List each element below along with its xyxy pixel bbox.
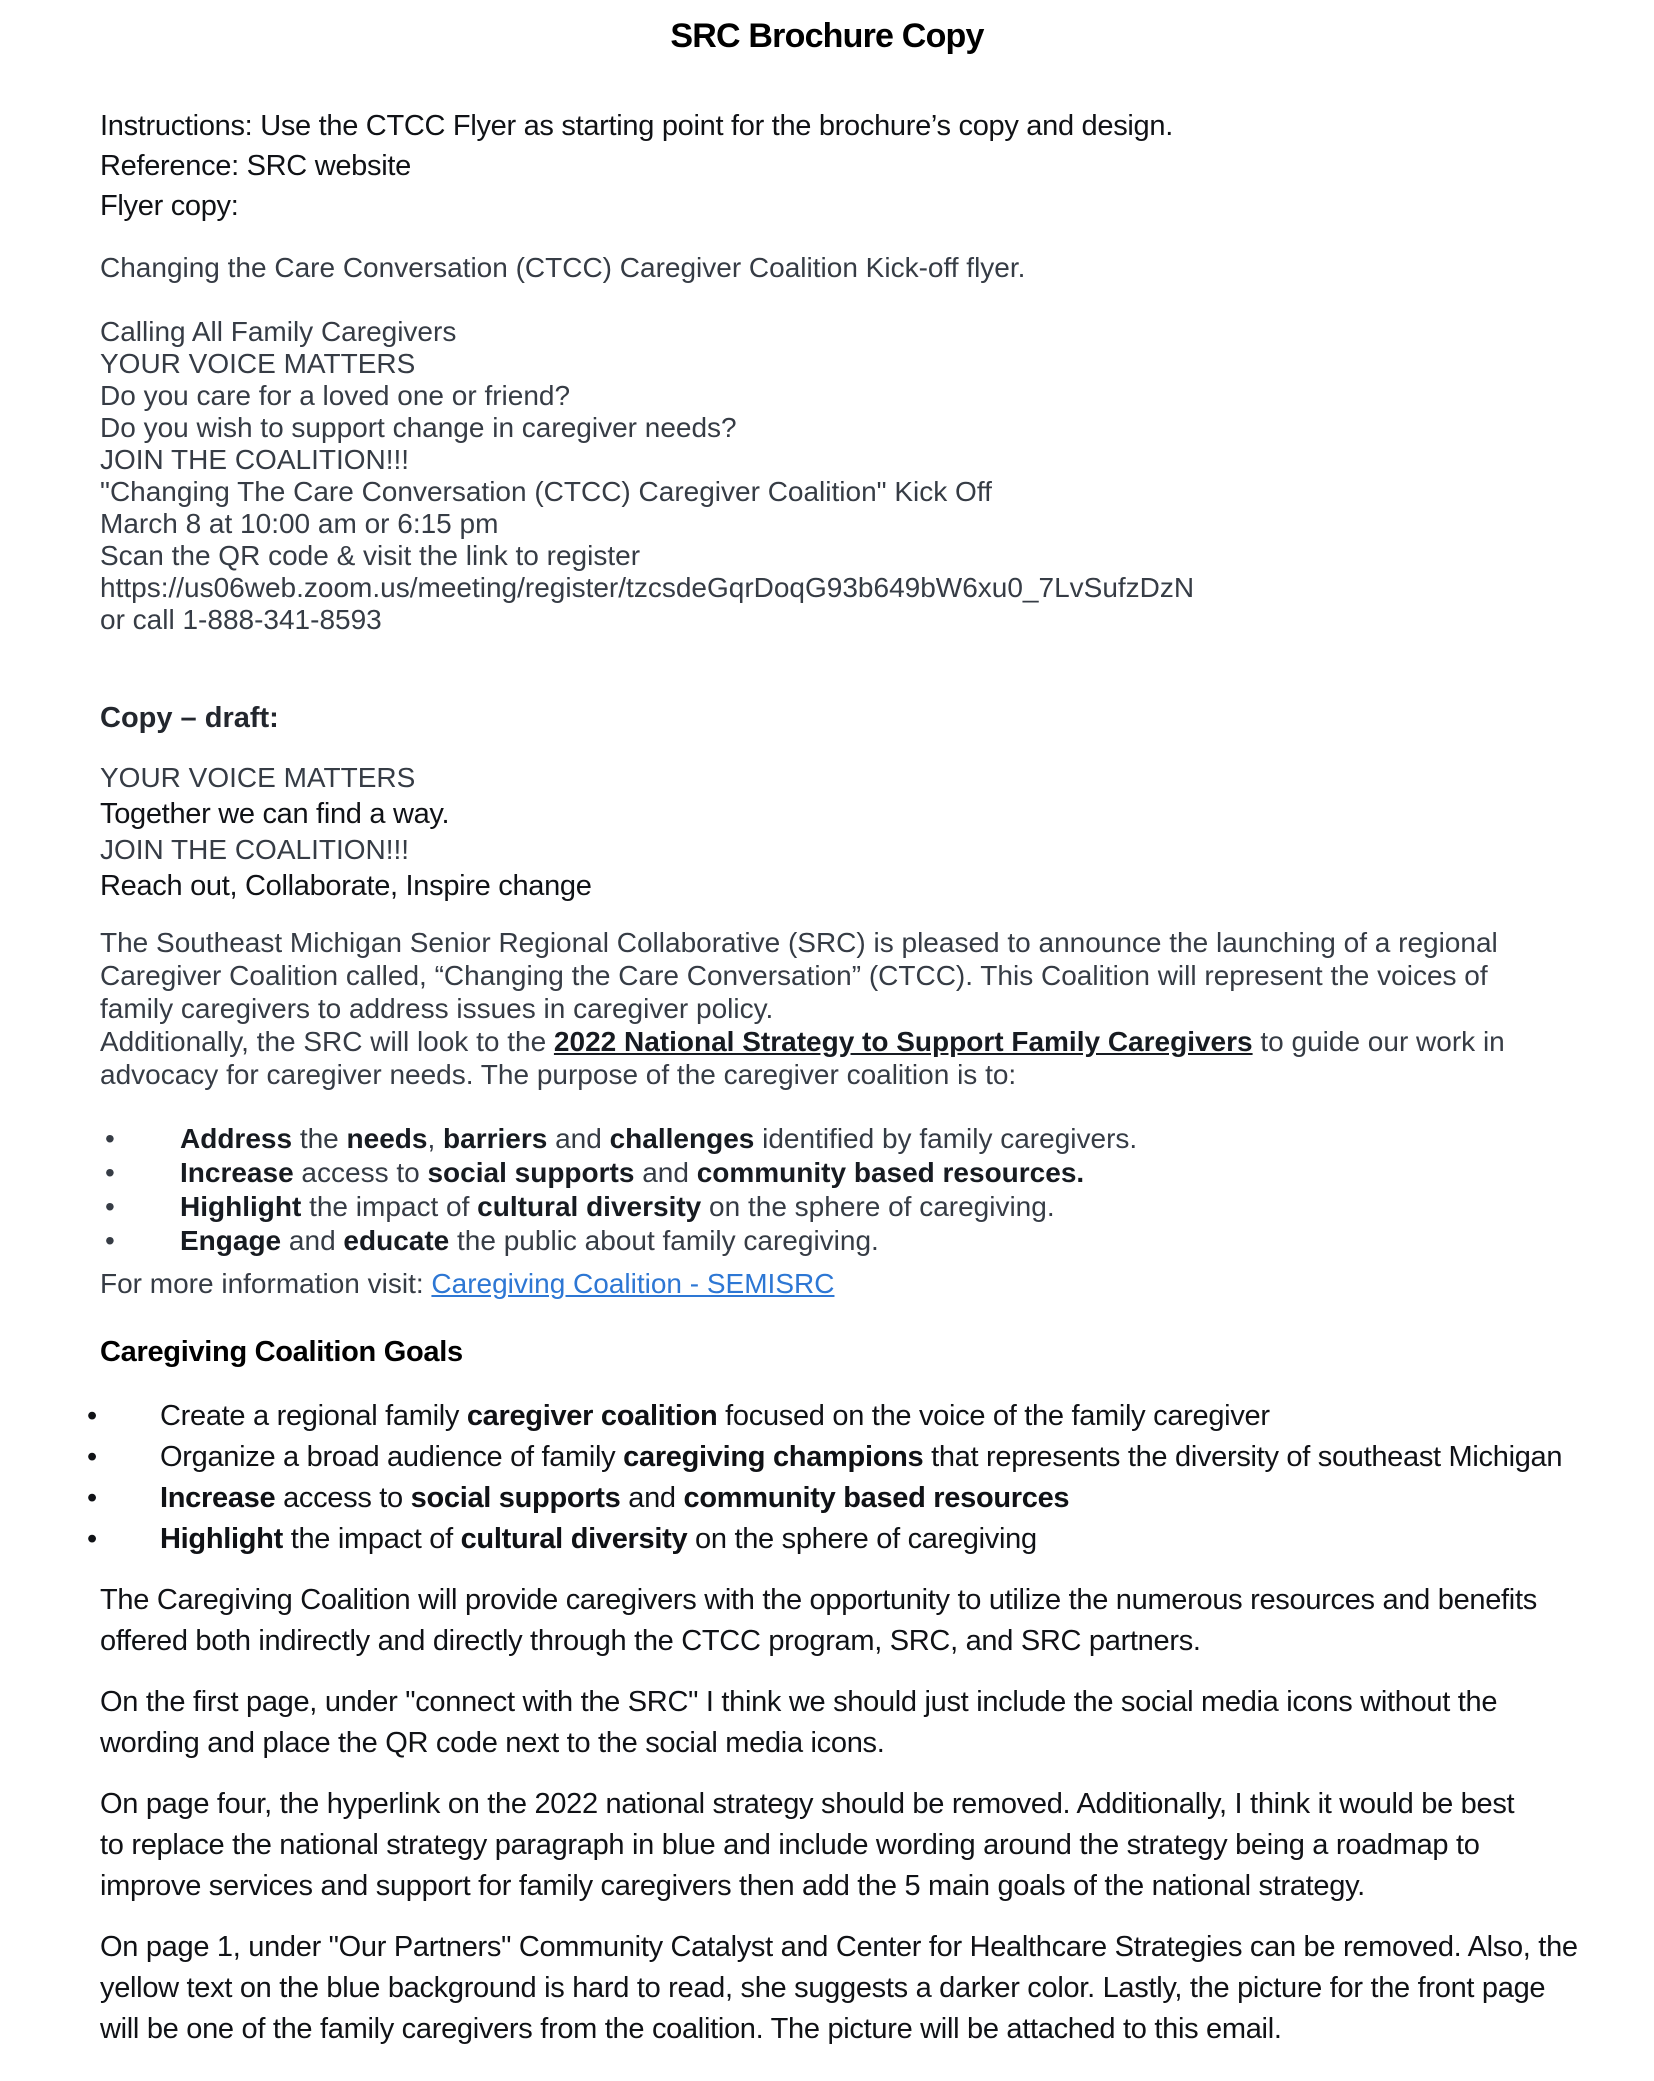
list-item [87, 1396, 1554, 1437]
text-line: Changing the Care Conversation (CTCC) Caregiver Coalition Kick-off flyer. [100, 252, 1026, 283]
text-segment: caregiving champions [623, 1441, 924, 1473]
bullet-marker-icon: • [87, 1523, 97, 1555]
text-segment: cultural diversity [477, 1191, 702, 1222]
text-segment: that represents the diversity of southeast Michigan [923, 1441, 1563, 1473]
text-segment: The Southeast Michigan Senior Regional Collaborative (SRC) is pleased to announce the launching of a regional [100, 927, 1498, 958]
link-caregiving-coalition-semisrc[interactable]: Caregiving Coalition - SEMISRC [431, 1268, 835, 1299]
text-segment: Engage [180, 1225, 282, 1256]
text-segment: the public about family caregiving. [449, 1225, 879, 1256]
list-item-text [180, 1224, 879, 1258]
text-segment: the impact of [282, 1523, 461, 1555]
text-segment: on the sphere of caregiving [687, 1523, 1037, 1555]
text-line: On page 1, under "Our Partners" Community Catalyst and Center for Healthcare Strategies can be removed. Also, the [100, 1931, 1578, 1963]
list-item-text [160, 1519, 1037, 1560]
text-segment: and [634, 1157, 697, 1188]
list-item-text [160, 1396, 1270, 1437]
goals-bullet-list [87, 1396, 1563, 1560]
text-segment: Additionally, the SRC will look to the [100, 1026, 554, 1057]
text-segment: Organize a broad audience of family [160, 1441, 624, 1473]
text-segment: Address [180, 1123, 293, 1154]
text-line: The Caregiving Coalition will provide caregivers with the opportunity to utilize the numerous resources and benefits [100, 1584, 1537, 1616]
text-segment: Together we can find a way. [100, 798, 450, 830]
text-segment: cultural diversity [460, 1523, 688, 1555]
bullet-marker-icon: • [87, 1482, 97, 1514]
list-item-text [180, 1156, 1084, 1190]
text-line [100, 1025, 1554, 1058]
text-segment: Create a regional family [160, 1400, 467, 1432]
announcement-paragraph [100, 926, 1554, 1091]
text-line: On page four, the hyperlink on the 2022 national strategy should be removed. Additionally, I think it would be best [100, 1788, 1515, 1820]
text-line: yellow text on the blue background is hard to read, she suggests a darker color. Lastly, the picture for the front page [100, 1972, 1546, 2004]
text-line [100, 284, 1554, 316]
paragraph [100, 1784, 1554, 1907]
list-item-text [180, 1190, 1055, 1224]
goals-heading: Caregiving Coalition Goals [100, 1336, 463, 1368]
text-segment: caregiver coalition [466, 1400, 718, 1432]
link-2022-national-strategy[interactable]: 2022 National Strategy to Support Family Caregivers [553, 1026, 1253, 1057]
list-item [87, 1478, 1554, 1519]
purpose-bullet-list [100, 1122, 1554, 1258]
text-segment: to guide our work in [1252, 1026, 1505, 1057]
text-segment: social supports [427, 1157, 635, 1188]
text-segment: and [620, 1482, 684, 1514]
document-title: SRC Brochure Copy [670, 17, 984, 55]
bullet-marker-icon: • [87, 1441, 97, 1473]
text-line: will be one of the family caregivers from the coalition. The picture will be attached to this email. [100, 2013, 1282, 2045]
text-line: YOUR VOICE MATTERS [100, 348, 416, 379]
text-line: offered both indirectly and directly through the CTCC program, SRC, and SRC partners. [100, 1625, 1201, 1657]
list-item [105, 1156, 1554, 1190]
bullet-marker-icon: • [87, 1400, 97, 1432]
text-segment: the [292, 1123, 347, 1154]
text-line [100, 1267, 1554, 1301]
text-segment: Increase [160, 1482, 276, 1514]
text-line: https://us06web.zoom.us/meeting/register/tzcsdeGqrDoqG93b649bW6xu0_7LvSufzDzN [100, 572, 1195, 603]
list-item [105, 1122, 1554, 1156]
flyer-copy-block [100, 252, 1554, 636]
text-line [100, 832, 1554, 868]
text-segment: access to [293, 1157, 428, 1188]
text-segment: community based resources [683, 1482, 1070, 1514]
text-segment: barriers [443, 1123, 548, 1154]
text-line: or call 1-888-341-8593 [100, 604, 382, 635]
list-item-text [160, 1478, 1069, 1519]
text-segment: advocacy for caregiver needs. The purpose of the caregiver coalition is to: [100, 1059, 1017, 1090]
text-segment: identified by family caregivers. [754, 1123, 1138, 1154]
text-segment: and [281, 1225, 344, 1256]
text-line [100, 760, 1554, 796]
text-line [100, 868, 1554, 904]
copy-draft-block [100, 760, 1554, 904]
text-segment: social supports [410, 1482, 621, 1514]
text-line: On the first page, under "connect with the SRC" I think we should just include the social media icons without the [100, 1686, 1498, 1718]
text-segment: Reach out, Collaborate, Inspire change [100, 870, 592, 902]
text-segment: , [427, 1123, 444, 1154]
paragraph [100, 1927, 1578, 2050]
text-segment: Highlight [160, 1523, 283, 1555]
text-segment: needs [346, 1123, 428, 1154]
text-line: wording and place the QR code next to the social media icons. [100, 1727, 885, 1759]
text-segment: educate [343, 1225, 450, 1256]
text-segment: Increase [180, 1157, 294, 1188]
list-item [105, 1224, 1554, 1258]
text-segment: the impact of [301, 1191, 478, 1222]
text-line [100, 1058, 1554, 1091]
list-item-text [180, 1122, 1137, 1156]
list-item [105, 1190, 1554, 1224]
text-line: improve services and support for family caregivers then add the 5 main goals of the national strategy. [100, 1870, 1365, 1902]
text-line [100, 992, 1554, 1025]
bullet-marker-icon: • [105, 1157, 115, 1188]
text-line [100, 959, 1554, 992]
text-segment: focused on the voice of the family caregiver [717, 1400, 1270, 1432]
closing-paragraphs [100, 1580, 1578, 2050]
text-segment: on the sphere of caregiving. [701, 1191, 1055, 1222]
text-line: Scan the QR code & visit the link to register [100, 540, 641, 571]
text-segment: For more information visit: [100, 1268, 432, 1299]
list-item [87, 1519, 1554, 1560]
text-line: Do you care for a loved one or friend? [100, 380, 571, 411]
text-segment: challenges [609, 1123, 755, 1154]
text-line [100, 926, 1554, 959]
text-segment: access to [275, 1482, 411, 1514]
bullet-marker-icon: • [105, 1123, 115, 1154]
list-item [87, 1437, 1563, 1478]
text-segment: and [547, 1123, 610, 1154]
text-segment: Caregiver Coalition called, “Changing the Care Conversation” (CTCC). This Coalition will represent the voices of [100, 960, 1488, 991]
text-segment: community based resources. [696, 1157, 1085, 1188]
paragraph [100, 1682, 1554, 1764]
text-segment: JOIN THE COALITION!!! [100, 834, 410, 865]
paragraph [100, 1580, 1554, 1662]
copy-draft-heading: Copy – draft: [100, 702, 279, 734]
text-line: Calling All Family Caregivers [100, 316, 457, 347]
list-item-text [160, 1437, 1562, 1478]
bullet-marker-icon: • [105, 1191, 115, 1222]
text-segment: family caregivers to address issues in caregiver policy. [100, 993, 774, 1024]
text-line: March 8 at 10:00 am or 6:15 pm [100, 508, 499, 539]
text-line: JOIN THE COALITION!!! [100, 444, 410, 475]
text-segment: Highlight [180, 1191, 302, 1222]
bullet-marker-icon: • [105, 1225, 115, 1256]
text-line: "Changing The Care Conversation (CTCC) Caregiver Coalition" Kick Off [100, 476, 992, 507]
text-line: Reference: SRC website [100, 150, 411, 182]
text-line: Do you wish to support change in caregiver needs? [100, 412, 737, 443]
text-line: Instructions: Use the CTCC Flyer as starting point for the brochure’s copy and design. [100, 110, 1173, 142]
text-line: Flyer copy: [100, 190, 239, 222]
more-info-line [100, 1267, 1554, 1301]
text-line: to replace the national strategy paragraph in blue and include wording around the strategy being a roadmap to [100, 1829, 1480, 1861]
intro-block [100, 106, 1554, 226]
text-segment: YOUR VOICE MATTERS [100, 762, 416, 793]
text-line [100, 796, 1554, 832]
